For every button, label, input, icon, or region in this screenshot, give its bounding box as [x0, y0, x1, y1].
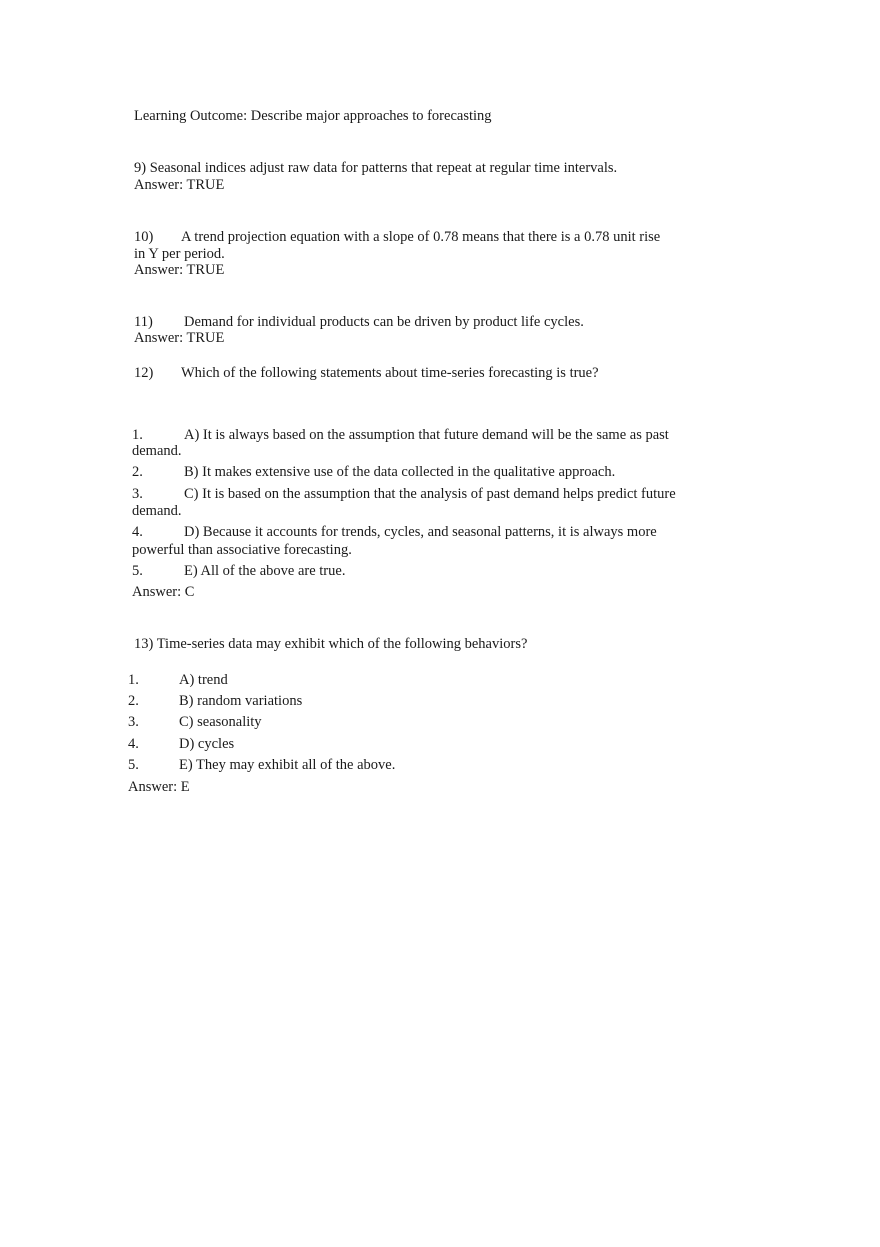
question-10-text-line2: in Y per period. [134, 246, 225, 262]
q12-option-4-text-cont: powerful than associative forecasting. [132, 542, 352, 558]
q12-option-1-index: 1. [132, 427, 143, 443]
q13-option-3-index: 3. [128, 714, 139, 730]
q13-option-5-text: E) They may exhibit all of the above. [179, 757, 396, 773]
question-9-answer: Answer: TRUE [134, 177, 225, 193]
q12-option-2-text: B) It makes extensive use of the data collected in the qualitative approach. [184, 464, 616, 480]
learning-outcome: Learning Outcome: Describe major approaches to forecasting [134, 108, 492, 124]
q13-option-4-text: D) cycles [179, 736, 235, 752]
question-12-answer: Answer: C [132, 584, 195, 600]
q12-option-3-text-cont: demand. [132, 503, 182, 519]
question-11-text: Demand for individual products can be driven by product life cycles. [184, 314, 584, 330]
question-10-answer: Answer: TRUE [134, 262, 225, 278]
q12-option-5-index: 5. [132, 563, 143, 579]
question-12-text: Which of the following statements about time-series forecasting is true? [181, 365, 599, 381]
q12-option-5-text: E) All of the above are true. [184, 563, 346, 579]
q12-option-4-index: 4. [132, 524, 143, 540]
q12-option-3-index: 3. [132, 486, 143, 502]
q13-option-2-index: 2. [128, 693, 139, 709]
q12-option-4-text: D) Because it accounts for trends, cycles, and seasonal patterns, it is always more [184, 524, 657, 540]
question-11-answer: Answer: TRUE [134, 330, 225, 346]
question-9-text: 9) Seasonal indices adjust raw data for patterns that repeat at regular time intervals. [134, 160, 618, 176]
q13-option-2-text: B) random variations [179, 693, 303, 709]
question-11-number: 11) [134, 314, 153, 330]
question-12-number: 12) [134, 365, 154, 381]
q13-option-3-text: C) seasonality [179, 714, 262, 730]
q13-option-1-text: A) trend [179, 672, 228, 688]
question-13-answer: Answer: E [128, 779, 190, 795]
q13-option-5-index: 5. [128, 757, 139, 773]
question-13-text: 13) Time-series data may exhibit which of the following behaviors? [134, 636, 528, 652]
q13-option-4-index: 4. [128, 736, 139, 752]
question-10-text-line1: A trend projection equation with a slope of 0.78 means that there is a 0.78 unit rise [181, 229, 661, 245]
q12-option-1-text: A) It is always based on the assumption that future demand will be the same as past [184, 427, 669, 443]
q12-option-1-text-cont: demand. [132, 443, 182, 459]
question-10-number: 10) [134, 229, 154, 245]
q13-option-1-index: 1. [128, 672, 139, 688]
q12-option-2-index: 2. [132, 464, 143, 480]
q12-option-3-text: C) It is based on the assumption that the analysis of past demand helps predict future [184, 486, 676, 502]
